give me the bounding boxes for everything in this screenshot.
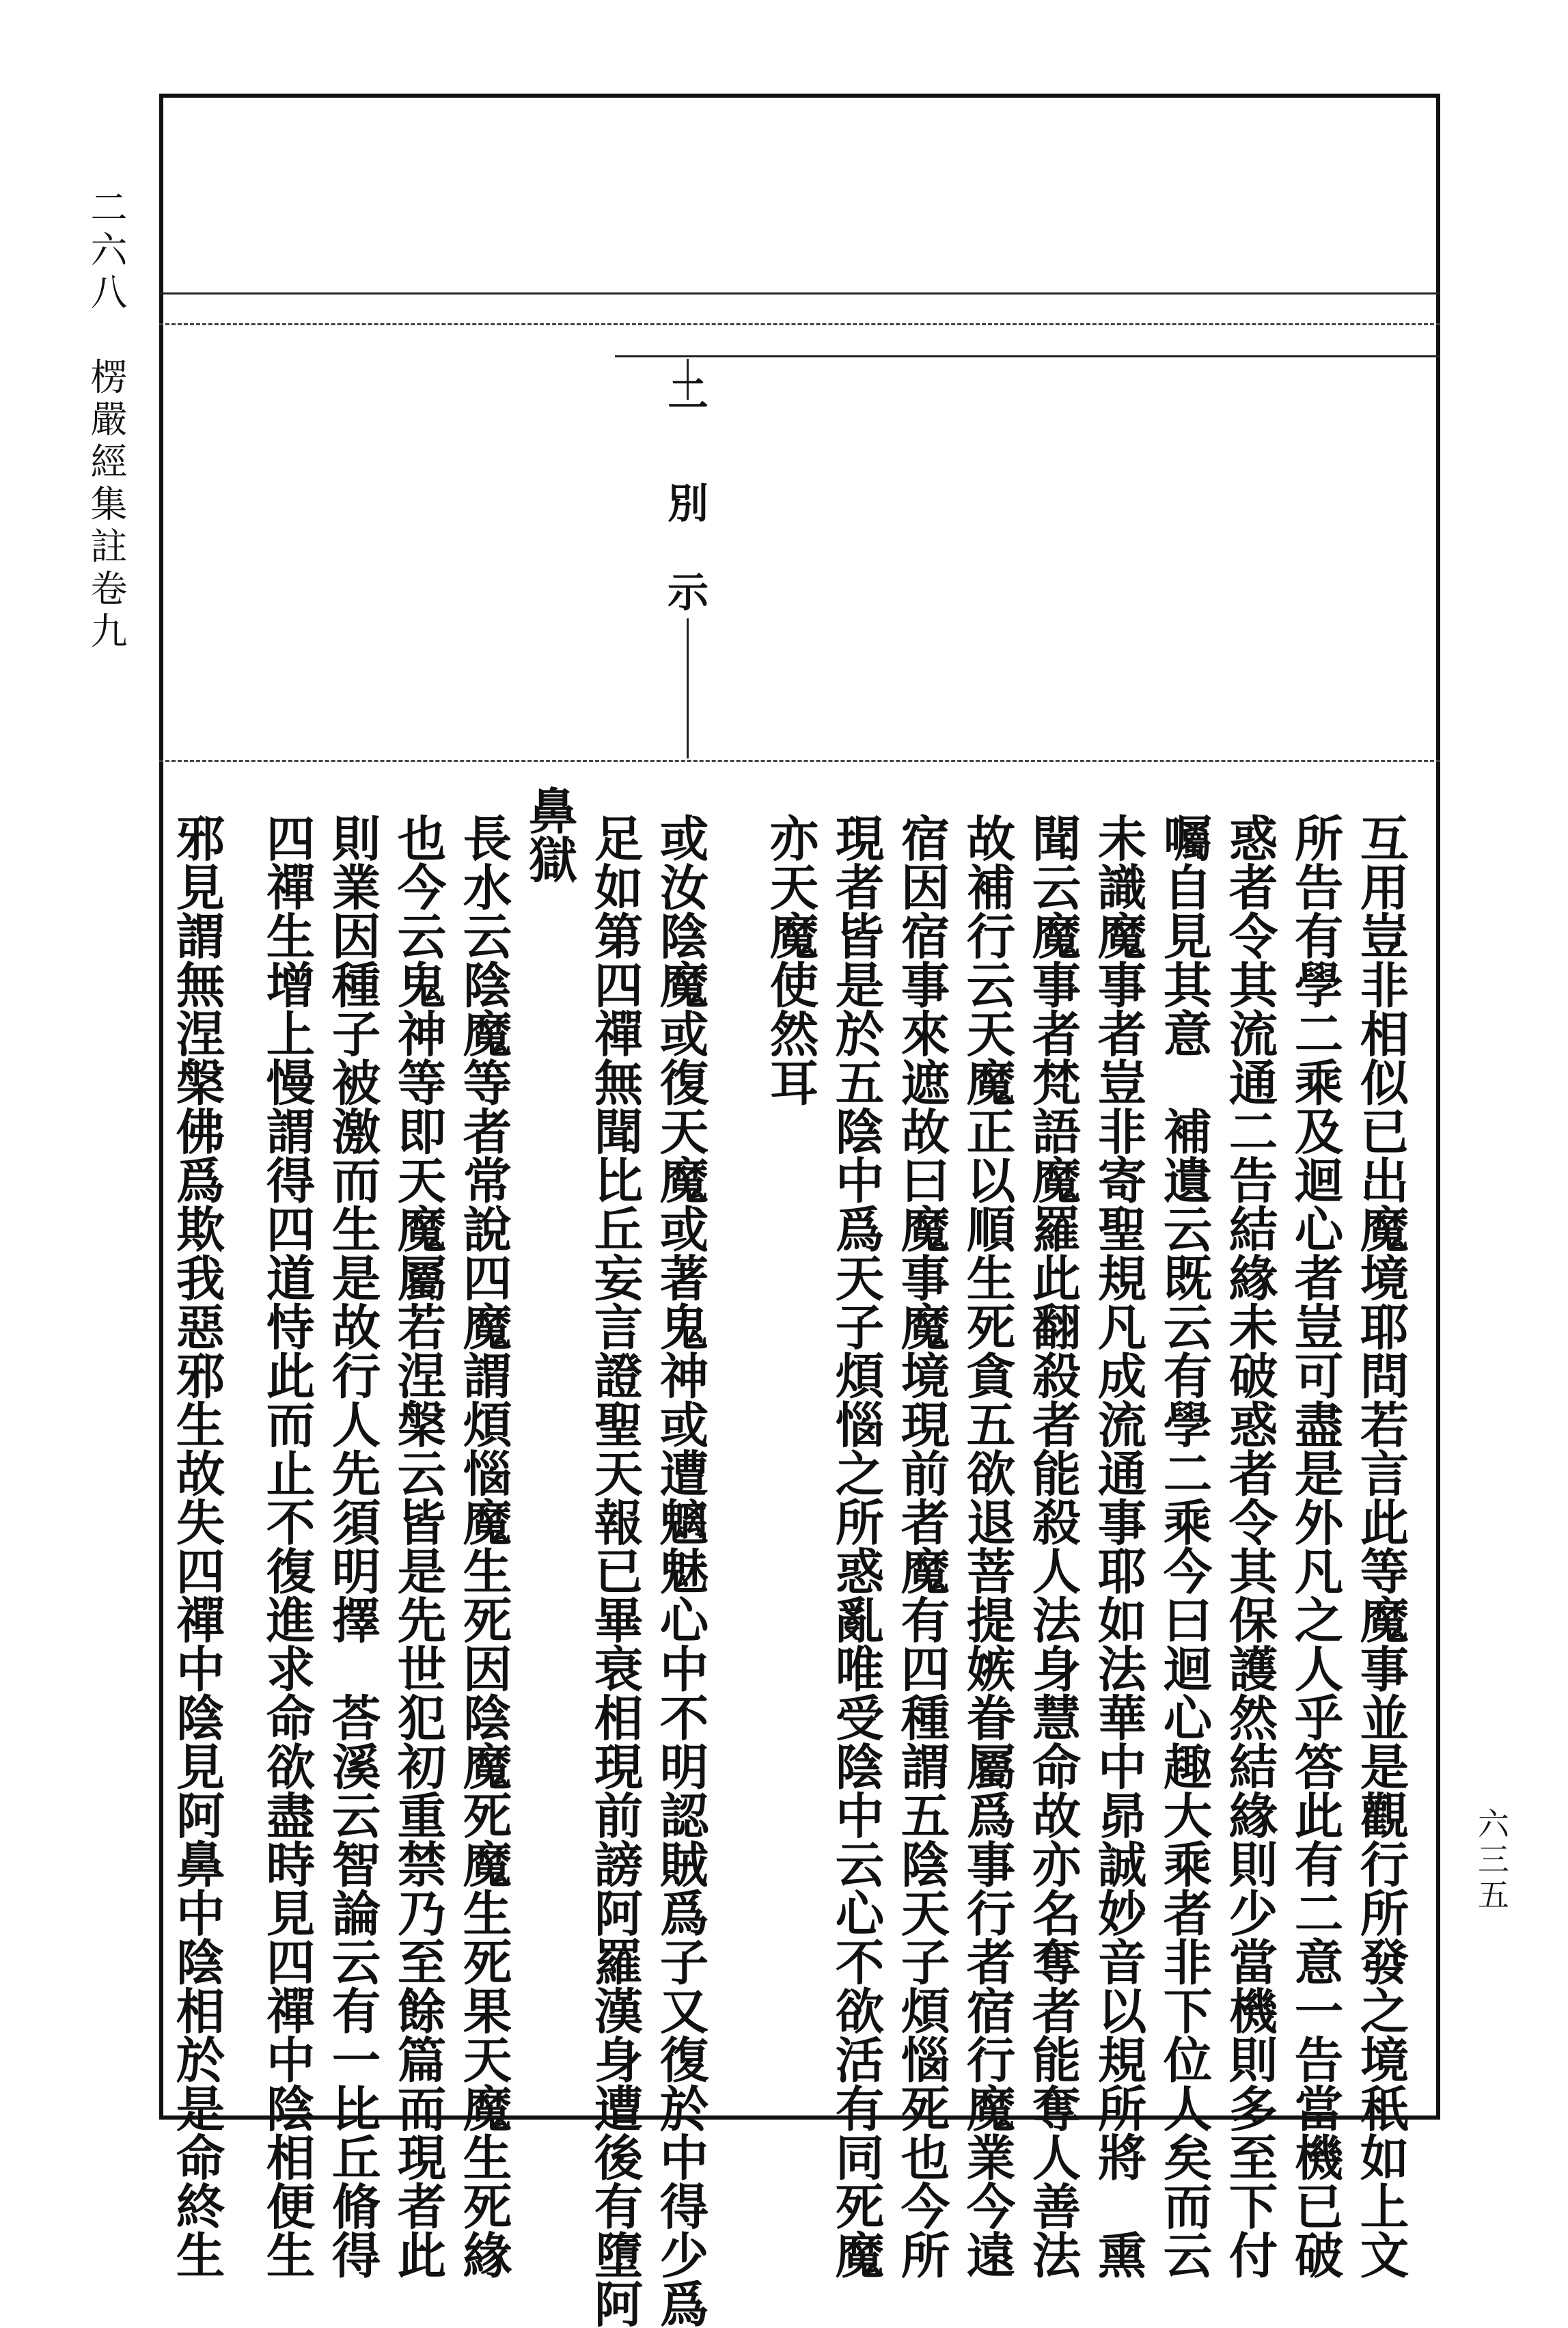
text-column: 四禪生增上慢謂得四道恃此而止不復進求命欲盡時見四禪中陰相便生 [258,813,316,2279]
section-title-1: 別 [661,482,709,523]
text-column: 互用豈非相似已出魔境耶問若言此等魔事並是觀行所發之境秖如上文 [1352,813,1410,2279]
text-column: 足如第四禪無聞比丘妄言證聖天報已畢衰相現前謗阿羅漢身遭後有墮阿 [586,813,644,2328]
text-column: 惑者令其流通二告結緣未破惑者令其保護然結緣則少當機則多至下付 [1221,813,1279,2279]
top-rule-2 [159,323,1440,325]
heading-rule-bottom [687,618,689,758]
text-column: 邪見謂無涅槃佛爲欺我惡邪生故失四禪中陰見阿鼻中陰相於是命終生 [168,813,226,2279]
text-column: 也今云鬼神等即天魔屬若涅槃云皆是先世犯初重禁乃至餘篇而現者此 [389,813,448,2279]
text-column: 亦天魔使然耳 [762,813,820,1106]
page-number: 六三五 [1473,1807,1510,1914]
margin-title: 二六八 楞嚴經集註卷九 [85,188,128,654]
top-rule-3 [615,355,1440,357]
section-number: 二 [661,372,709,413]
top-rule-1 [159,292,1440,295]
text-column: 則業因種子被激而生是故行人先須明擇 荅溪云智論云有一比丘脩得 [324,813,382,2279]
text-column: 鼻獄 [521,786,579,884]
section-title-2: 示 [661,571,709,612]
text-column: 宿因宿事來遮故曰魔事魔境現前者魔有四種謂五陰天子煩惱死也今所 [893,813,951,2279]
text-column: 未識魔事者豈非寄聖規凡成流通事耶如法華中昴誠妙音以規所將 熏 [1090,813,1148,2279]
text-column: 聞云魔事者梵語魔羅此翻殺者能殺人法身慧命故亦名奪者能奪人善法 [1024,813,1082,2279]
text-column: 所告有學二乘及迴心者豈可盡是外凡之人乎答此有二意一告當機已破 [1287,813,1345,2279]
text-column: 長水云陰魔等者常說四魔謂煩惱魔生死因陰魔死魔生死果天魔生死緣 [455,813,513,2279]
text-column: 囑自見其意 補遺云既云有學二乘今曰迴心趣大乘者非下位人矣而云 [1155,813,1213,2279]
section-rule [159,760,1440,762]
text-column: 或汝陰魔或復天魔或著鬼神或遭魑魅心中不明認賊爲子又復於中得少爲 [652,813,710,2328]
text-column: 故補行云天魔正以順生死貪五欲退菩提嫉眷屬爲事行者宿行魔業今遠 [959,813,1017,2279]
text-column: 現者皆是於五陰中爲天子煩惱之所惑亂唯受陰中云心不欲活有同死魔 [827,813,885,2279]
